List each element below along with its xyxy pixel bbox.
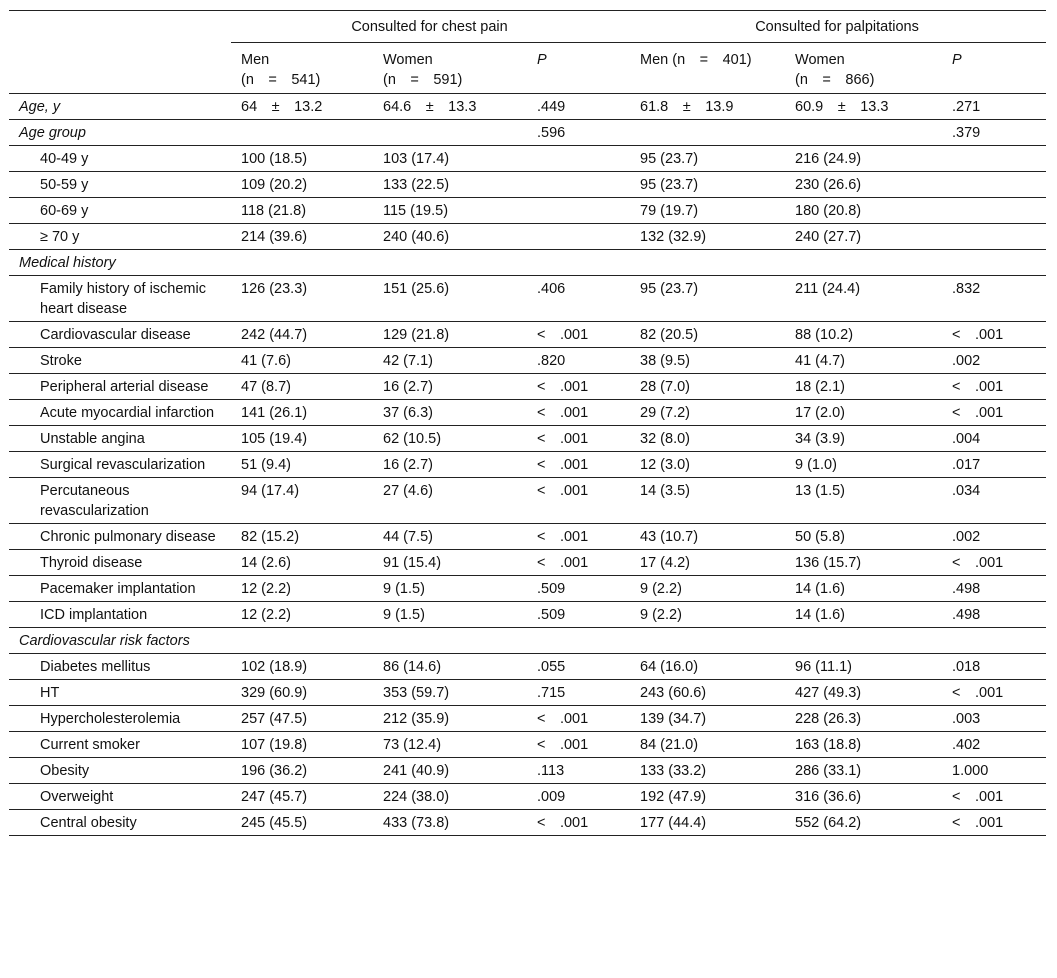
table-row (9, 348, 1046, 374)
table-cell (527, 250, 630, 276)
table-cell: 84 (21.0) (630, 732, 785, 758)
table-cell: < .001 (527, 322, 630, 348)
row-label (9, 276, 231, 322)
table-cell: 109 (20.2) (231, 172, 373, 198)
table-cell: < .001 (527, 706, 630, 732)
header-chest-men-n: (n = 541) (241, 72, 321, 88)
row-label-text: Central obesity (40, 815, 137, 831)
row-label-text: Diabetes mellitus (40, 659, 151, 675)
table-row (9, 524, 1046, 550)
table-cell: < .001 (942, 784, 1046, 810)
table-cell: 14 (2.6) (231, 550, 373, 576)
table-cell: 41 (4.7) (785, 348, 942, 374)
row-label (9, 784, 231, 810)
row-label-text: Acute myocardial infarction (40, 405, 215, 421)
table-cell: 88 (10.2) (785, 322, 942, 348)
table-cell: 329 (60.9) (231, 680, 373, 706)
table-cell: .017 (942, 452, 1046, 478)
row-label (9, 322, 231, 348)
header-palp-women-label: Women (795, 52, 845, 68)
table-cell: 41 (7.6) (231, 348, 373, 374)
table-cell: 107 (19.8) (231, 732, 373, 758)
table-cell: 16 (2.7) (373, 374, 527, 400)
row-label-text: Age group (19, 125, 86, 141)
table-cell: 129 (21.8) (373, 322, 527, 348)
table-header (9, 11, 1046, 94)
table-cell: .009 (527, 784, 630, 810)
table-cell: 211 (24.4) (785, 276, 942, 322)
table-row (9, 400, 1046, 426)
table-cell (942, 172, 1046, 198)
table-cell: 9 (2.2) (630, 576, 785, 602)
table-cell (373, 628, 527, 654)
data-table (9, 10, 1046, 836)
row-label-text: Cardiovascular risk factors (19, 633, 190, 649)
table-cell: 43 (10.7) (630, 524, 785, 550)
table-cell: 136 (15.7) (785, 550, 942, 576)
table-cell: < .001 (942, 322, 1046, 348)
header-palp-men: Men (n = 401) (630, 43, 785, 94)
row-label (9, 654, 231, 680)
row-label (9, 550, 231, 576)
table-row (9, 706, 1046, 732)
table-cell (942, 146, 1046, 172)
table-cell: 37 (6.3) (373, 400, 527, 426)
header-palpitations: Consulted for palpitations (630, 11, 1046, 43)
table-cell: 286 (33.1) (785, 758, 942, 784)
table-cell: 180 (20.8) (785, 198, 942, 224)
table-cell: 316 (36.6) (785, 784, 942, 810)
table-cell (630, 120, 785, 146)
table-cell: 14 (1.6) (785, 602, 942, 628)
table-cell: .715 (527, 680, 630, 706)
table-cell: .271 (942, 94, 1046, 120)
row-label (9, 172, 231, 198)
table-cell: < .001 (527, 374, 630, 400)
table-row (9, 628, 1046, 654)
table-cell: .004 (942, 426, 1046, 452)
table-cell: 28 (7.0) (630, 374, 785, 400)
table-cell: 247 (45.7) (231, 784, 373, 810)
table-cell: 29 (7.2) (630, 400, 785, 426)
table-cell: 9 (1.5) (373, 576, 527, 602)
table-cell (527, 628, 630, 654)
table-cell: 12 (2.2) (231, 602, 373, 628)
table-cell: .498 (942, 602, 1046, 628)
table-row (9, 680, 1046, 706)
table-row (9, 810, 1046, 836)
table-body (9, 94, 1046, 836)
table-cell (373, 250, 527, 276)
table-cell: 230 (26.6) (785, 172, 942, 198)
table-cell: 91 (15.4) (373, 550, 527, 576)
row-label-text: Overweight (40, 789, 114, 805)
table-cell: .596 (527, 120, 630, 146)
table-cell: 18 (2.1) (785, 374, 942, 400)
header-chest-women-n: (n = 591) (383, 72, 463, 88)
table-cell: 95 (23.7) (630, 276, 785, 322)
table-row (9, 250, 1046, 276)
table-cell: 552 (64.2) (785, 810, 942, 836)
table-cell: 115 (19.5) (373, 198, 527, 224)
table-cell (785, 250, 942, 276)
table-cell: .820 (527, 348, 630, 374)
table-cell: 9 (1.0) (785, 452, 942, 478)
row-label-text: Obesity (40, 763, 90, 779)
table-cell: 51 (9.4) (231, 452, 373, 478)
table-cell (373, 120, 527, 146)
row-label (9, 810, 231, 836)
row-label-text: Age, y (19, 99, 61, 115)
table-row (9, 94, 1046, 120)
table-cell: 151 (25.6) (373, 276, 527, 322)
table-cell: < .001 (942, 680, 1046, 706)
table-cell (527, 224, 630, 250)
row-label-text: Pacemaker implantation (40, 581, 196, 597)
row-label (9, 374, 231, 400)
table-cell: 42 (7.1) (373, 348, 527, 374)
row-label-text: Unstable angina (40, 431, 145, 447)
table-cell: 60.9 ± 13.3 (785, 94, 942, 120)
table-cell: 427 (49.3) (785, 680, 942, 706)
table-cell: 139 (34.7) (630, 706, 785, 732)
table-cell: < .001 (942, 550, 1046, 576)
table-cell: 82 (20.5) (630, 322, 785, 348)
table-cell: 9 (1.5) (373, 602, 527, 628)
row-label-text: 60-69 y (40, 203, 89, 219)
table-cell: 216 (24.9) (785, 146, 942, 172)
table-cell: < .001 (527, 550, 630, 576)
table-cell: .113 (527, 758, 630, 784)
row-label (9, 732, 231, 758)
row-label-text: 50-59 y (40, 177, 89, 193)
table-cell: 94 (17.4) (231, 478, 373, 524)
table-row (9, 784, 1046, 810)
table-cell: 433 (73.8) (373, 810, 527, 836)
table-cell: 14 (1.6) (785, 576, 942, 602)
table-row (9, 146, 1046, 172)
row-label-text: Chronic pulmonary disease (40, 529, 216, 545)
header-chest-men-label: Men (241, 52, 270, 68)
header-chest-women (373, 43, 527, 94)
header-group-row (9, 11, 1046, 43)
table-cell: 126 (23.3) (231, 276, 373, 322)
header-chest-pain: Consulted for chest pain (231, 11, 630, 43)
table-cell: < .001 (942, 400, 1046, 426)
table-cell (785, 628, 942, 654)
table-cell: 64 (16.0) (630, 654, 785, 680)
table-cell (942, 198, 1046, 224)
table-cell: .509 (527, 576, 630, 602)
table-cell: 27 (4.6) (373, 478, 527, 524)
table-cell: < .001 (527, 452, 630, 478)
table-cell: .402 (942, 732, 1046, 758)
header-palp-women (785, 43, 942, 94)
table-cell: 103 (17.4) (373, 146, 527, 172)
table-cell: 240 (27.7) (785, 224, 942, 250)
table-cell: 38 (9.5) (630, 348, 785, 374)
table-cell (630, 250, 785, 276)
table-cell: 1.000 (942, 758, 1046, 784)
table-row (9, 478, 1046, 524)
row-label (9, 602, 231, 628)
table-cell: 133 (22.5) (373, 172, 527, 198)
table-cell (527, 146, 630, 172)
row-label-text: ICD implantation (40, 607, 148, 623)
table-cell: .406 (527, 276, 630, 322)
table-cell: .379 (942, 120, 1046, 146)
table-cell: 95 (23.7) (630, 146, 785, 172)
table-cell: 100 (18.5) (231, 146, 373, 172)
table-cell (942, 250, 1046, 276)
table-row (9, 322, 1046, 348)
table-cell: .832 (942, 276, 1046, 322)
table-cell: .498 (942, 576, 1046, 602)
table-cell: .018 (942, 654, 1046, 680)
table-cell: .003 (942, 706, 1046, 732)
table-cell: 177 (44.4) (630, 810, 785, 836)
table-row (9, 550, 1046, 576)
table-cell (527, 172, 630, 198)
table-cell (527, 198, 630, 224)
table-row (9, 198, 1046, 224)
table-cell: .055 (527, 654, 630, 680)
table-cell: 12 (3.0) (630, 452, 785, 478)
row-label-text: Hypercholesterolemia (40, 711, 181, 727)
row-label-text: Current smoker (40, 737, 140, 753)
table-cell: .509 (527, 602, 630, 628)
table-cell: .002 (942, 524, 1046, 550)
row-label (9, 400, 231, 426)
table-cell: < .001 (942, 374, 1046, 400)
table-cell: .034 (942, 478, 1046, 524)
table-container (9, 10, 1046, 836)
table-cell: < .001 (527, 810, 630, 836)
row-label (9, 120, 231, 146)
row-label (9, 198, 231, 224)
table-cell: 224 (38.0) (373, 784, 527, 810)
row-label (9, 224, 231, 250)
table-cell: 163 (18.8) (785, 732, 942, 758)
table-cell: 212 (35.9) (373, 706, 527, 732)
table-row (9, 732, 1046, 758)
table-row (9, 654, 1046, 680)
table-row (9, 452, 1046, 478)
row-label-text: Peripheral arterial disease (40, 379, 209, 395)
table-cell: 9 (2.2) (630, 602, 785, 628)
table-row (9, 172, 1046, 198)
table-cell: 34 (3.9) (785, 426, 942, 452)
row-label (9, 478, 231, 524)
row-label-text: Cardiovascular disease (40, 327, 191, 343)
table-cell: < .001 (527, 732, 630, 758)
table-cell: 243 (60.6) (630, 680, 785, 706)
table-cell: 105 (19.4) (231, 426, 373, 452)
table-row (9, 120, 1046, 146)
table-cell: 241 (40.9) (373, 758, 527, 784)
table-cell (785, 120, 942, 146)
table-cell: 32 (8.0) (630, 426, 785, 452)
table-cell (231, 120, 373, 146)
table-cell: 353 (59.7) (373, 680, 527, 706)
table-cell: 12 (2.2) (231, 576, 373, 602)
row-label (9, 426, 231, 452)
header-chest-p: P (527, 43, 630, 94)
table-cell: 73 (12.4) (373, 732, 527, 758)
table-cell: 245 (45.5) (231, 810, 373, 836)
row-label (9, 524, 231, 550)
row-label-text: Family history of ischemic heart disease (40, 281, 206, 317)
table-cell: 50 (5.8) (785, 524, 942, 550)
table-cell (942, 224, 1046, 250)
table-cell: .449 (527, 94, 630, 120)
table-cell: 240 (40.6) (373, 224, 527, 250)
row-label-text: Medical history (19, 255, 116, 271)
table-cell: 14 (3.5) (630, 478, 785, 524)
table-cell: 242 (44.7) (231, 322, 373, 348)
table-cell: 257 (47.5) (231, 706, 373, 732)
row-label-text: Stroke (40, 353, 82, 369)
table-cell: 192 (47.9) (630, 784, 785, 810)
header-palp-women-n: (n = 866) (795, 72, 875, 88)
header-chest-men (231, 43, 373, 94)
table-cell: 196 (36.2) (231, 758, 373, 784)
table-cell: 102 (18.9) (231, 654, 373, 680)
table-row (9, 276, 1046, 322)
table-cell: .002 (942, 348, 1046, 374)
row-label (9, 146, 231, 172)
row-label-text: ≥ 70 y (40, 229, 80, 245)
table-cell: 79 (19.7) (630, 198, 785, 224)
row-label-text: HT (40, 685, 60, 701)
table-cell: 64 ± 13.2 (231, 94, 373, 120)
table-cell: 62 (10.5) (373, 426, 527, 452)
table-cell: 214 (39.6) (231, 224, 373, 250)
row-label (9, 680, 231, 706)
table-cell: 132 (32.9) (630, 224, 785, 250)
row-label-text: Surgical revascularization (40, 457, 206, 473)
table-cell: 47 (8.7) (231, 374, 373, 400)
table-cell (231, 628, 373, 654)
table-cell: < .001 (942, 810, 1046, 836)
table-row (9, 602, 1046, 628)
header-palp-p: P (942, 43, 1046, 94)
row-label (9, 250, 231, 276)
table-cell: 95 (23.7) (630, 172, 785, 198)
row-label (9, 706, 231, 732)
header-corner (9, 11, 231, 94)
table-row (9, 374, 1046, 400)
header-chest-women-label: Women (383, 52, 433, 68)
table-cell: 133 (33.2) (630, 758, 785, 784)
table-cell: 44 (7.5) (373, 524, 527, 550)
row-label (9, 576, 231, 602)
table-cell: 61.8 ± 13.9 (630, 94, 785, 120)
table-cell: < .001 (527, 426, 630, 452)
table-cell: 228 (26.3) (785, 706, 942, 732)
row-label (9, 94, 231, 120)
table-row (9, 224, 1046, 250)
row-label (9, 628, 231, 654)
table-row (9, 576, 1046, 602)
table-cell: 64.6 ± 13.3 (373, 94, 527, 120)
table-cell: 86 (14.6) (373, 654, 527, 680)
table-cell: 96 (11.1) (785, 654, 942, 680)
table-cell: 17 (2.0) (785, 400, 942, 426)
table-row (9, 758, 1046, 784)
table-cell (231, 250, 373, 276)
row-label-text: 40-49 y (40, 151, 89, 167)
row-label (9, 348, 231, 374)
row-label-text: Percutaneous revascularization (40, 483, 149, 519)
table-cell: 141 (26.1) (231, 400, 373, 426)
table-cell: 17 (4.2) (630, 550, 785, 576)
table-row (9, 426, 1046, 452)
table-cell (630, 628, 785, 654)
table-cell: < .001 (527, 524, 630, 550)
table-cell: < .001 (527, 400, 630, 426)
table-cell: 16 (2.7) (373, 452, 527, 478)
table-cell: 82 (15.2) (231, 524, 373, 550)
table-cell (942, 628, 1046, 654)
table-cell: 13 (1.5) (785, 478, 942, 524)
row-label-text: Thyroid disease (40, 555, 143, 571)
table-cell: < .001 (527, 478, 630, 524)
row-label (9, 758, 231, 784)
table-cell: 118 (21.8) (231, 198, 373, 224)
row-label (9, 452, 231, 478)
